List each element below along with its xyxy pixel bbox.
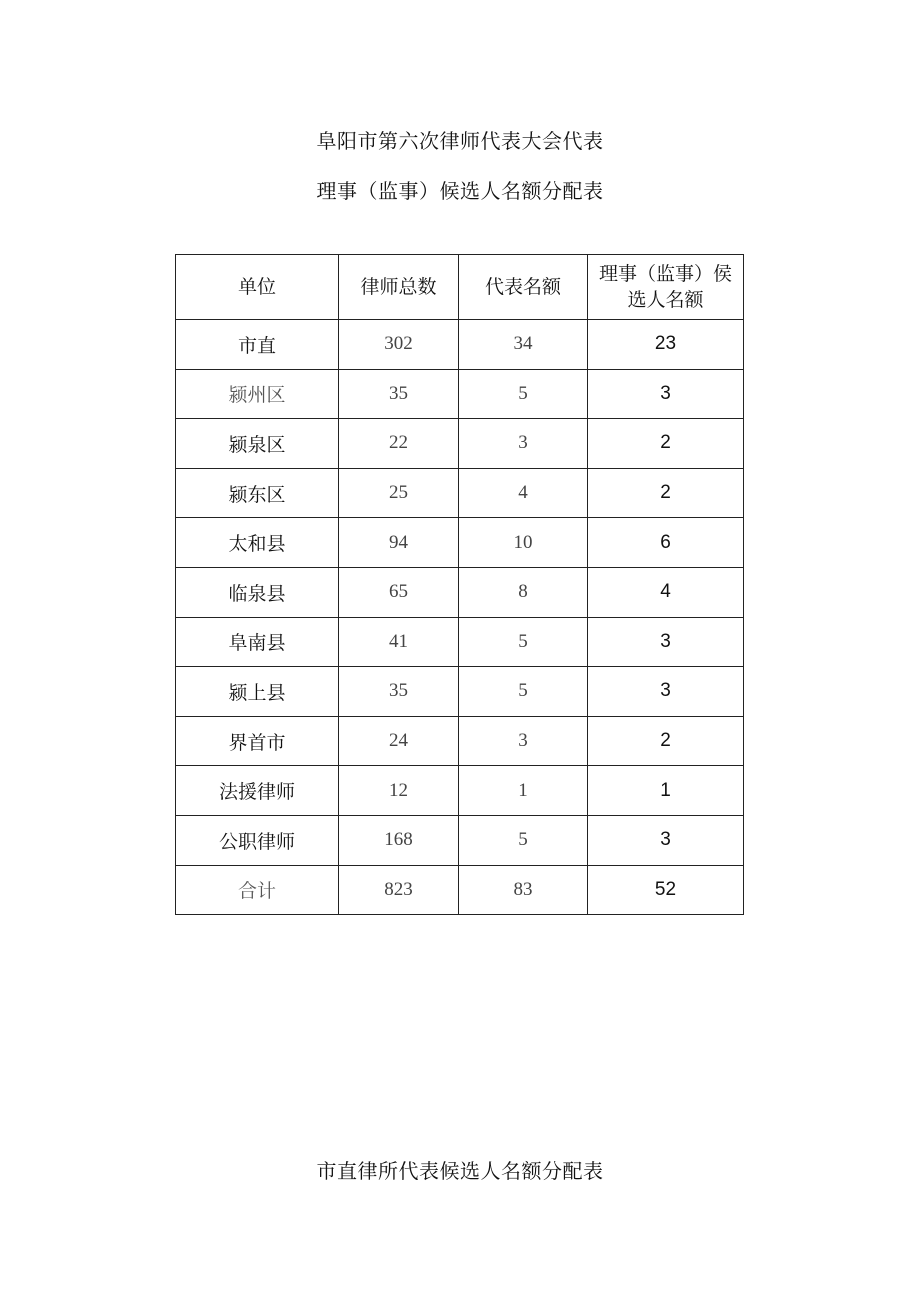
cell-candidates-total: 52 <box>588 865 744 915</box>
cell-delegates: 3 <box>459 716 588 766</box>
cell-lawyers: 35 <box>339 369 459 419</box>
cell-delegates: 10 <box>459 518 588 568</box>
cell-candidates: 3 <box>588 369 744 419</box>
cell-candidates: 6 <box>588 518 744 568</box>
cell-delegates: 5 <box>459 617 588 667</box>
cell-candidates: 2 <box>588 419 744 469</box>
table-body <box>176 320 744 915</box>
cell-lawyers: 24 <box>339 716 459 766</box>
cell-lawyers: 35 <box>339 667 459 717</box>
cell-lawyers: 25 <box>339 468 459 518</box>
cell-unit: 公职律师 <box>176 815 339 865</box>
cell-candidates: 3 <box>588 815 744 865</box>
table-row <box>176 617 744 667</box>
header-lawyer-total: 律师总数 <box>339 255 459 320</box>
cell-delegates: 4 <box>459 468 588 518</box>
header-candidate-quota-line-1: 理事（监事）侯 <box>598 263 732 285</box>
cell-unit: 颍泉区 <box>176 419 339 469</box>
section-subtitle: 市直律所代表候选人名额分配表 <box>316 1159 604 1183</box>
header-row <box>176 255 744 320</box>
cell-candidates: 2 <box>588 716 744 766</box>
cell-delegates: 5 <box>459 369 588 419</box>
table-row <box>176 667 744 717</box>
cell-candidates: 1 <box>588 766 744 816</box>
table-header <box>176 255 744 320</box>
cell-delegates: 8 <box>459 567 588 617</box>
cell-unit: 临泉县 <box>176 567 339 617</box>
cell-lawyers: 12 <box>339 766 459 816</box>
cell-unit: 法援律师 <box>176 766 339 816</box>
document-title-line-2: 理事（监事）候选人名额分配表 <box>316 179 604 203</box>
cell-lawyers: 41 <box>339 617 459 667</box>
cell-candidates: 4 <box>588 567 744 617</box>
table-row <box>176 766 744 816</box>
cell-delegates: 34 <box>459 320 588 370</box>
cell-lawyers: 94 <box>339 518 459 568</box>
cell-unit: 市直 <box>176 320 339 370</box>
cell-delegates: 3 <box>459 419 588 469</box>
table-row <box>176 419 744 469</box>
quota-table <box>175 254 744 915</box>
cell-delegates-total: 83 <box>459 865 588 915</box>
cell-candidates: 2 <box>588 468 744 518</box>
cell-delegates: 1 <box>459 766 588 816</box>
cell-delegates: 5 <box>459 815 588 865</box>
table-row <box>176 716 744 766</box>
cell-candidates: 3 <box>588 667 744 717</box>
cell-candidates: 23 <box>588 320 744 370</box>
table-row <box>176 468 744 518</box>
table-row <box>176 815 744 865</box>
cell-candidates: 3 <box>588 617 744 667</box>
cell-unit: 颍州区 <box>176 369 339 419</box>
table-row <box>176 518 744 568</box>
cell-delegates: 5 <box>459 667 588 717</box>
table-row <box>176 369 744 419</box>
cell-unit-total: 合计 <box>176 865 339 915</box>
header-candidate-quota-line-2: 选人名额 <box>627 289 704 311</box>
header-delegate-quota: 代表名额 <box>459 255 588 320</box>
cell-lawyers-total: 823 <box>339 865 459 915</box>
total-row <box>176 865 744 915</box>
cell-lawyers: 302 <box>339 320 459 370</box>
cell-unit: 阜南县 <box>176 617 339 667</box>
table-row <box>176 320 744 370</box>
cell-unit: 颍上县 <box>176 667 339 717</box>
table-row <box>176 567 744 617</box>
cell-unit: 界首市 <box>176 716 339 766</box>
header-unit: 单位 <box>176 255 339 320</box>
cell-lawyers: 22 <box>339 419 459 469</box>
cell-unit: 太和县 <box>176 518 339 568</box>
cell-lawyers: 65 <box>339 567 459 617</box>
cell-lawyers: 168 <box>339 815 459 865</box>
document-title-line-1: 阜阳市第六次律师代表大会代表 <box>316 129 604 153</box>
header-candidate-quota <box>588 255 744 320</box>
cell-unit: 颍东区 <box>176 468 339 518</box>
